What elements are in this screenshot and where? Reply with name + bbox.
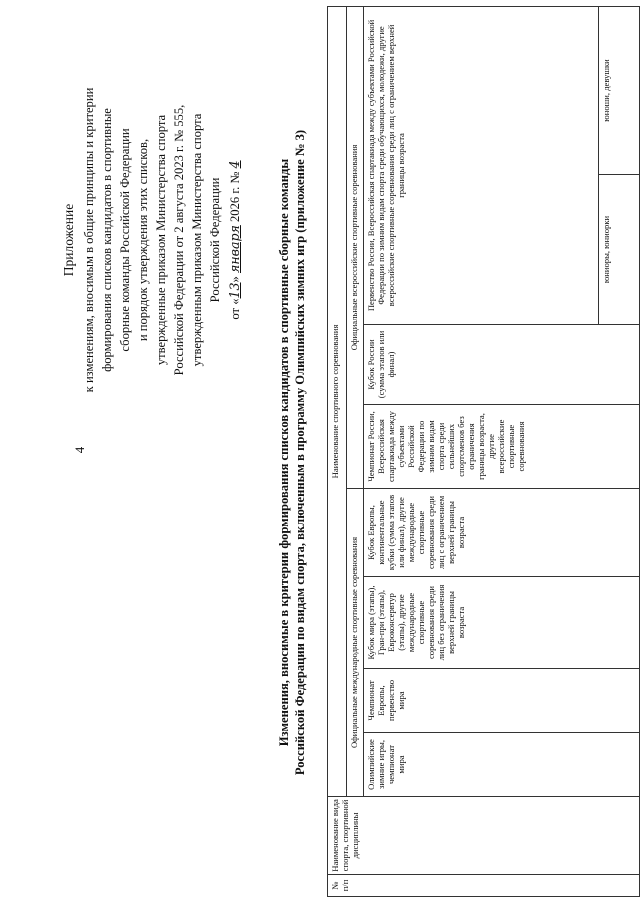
appendix-date-line: [226, 25, 244, 455]
appendix-line: Российской Федерации от 2 августа 2023 г. № 555,: [172, 104, 186, 376]
appendix-line: формирования списков кандидатов в спортивные: [100, 108, 114, 372]
title-line-1: Изменения, вносимые в критерии формирования списков кандидатов в спортивные сборные команды: [277, 158, 291, 747]
national-cell: Кубок России (сумма этапов или финал): [364, 325, 640, 405]
appendix-block: [60, 25, 244, 455]
appendix-line: утвержденным приказом Министерства спорта: [190, 113, 204, 367]
date-mid: »: [228, 276, 242, 283]
title-line-2: Российской Федерации по видам спорта, включенным в программу Олимпийских зимних игр (приложение № 3): [293, 129, 307, 776]
national-cell: Чемпионат России, Всероссийская спартакиада между субъектами Российской Федерации по зимним видам спорта среди сильнейших спортсменов без ограничения границы возраста, другие всероссийские спортивные соревнования: [364, 405, 640, 489]
page-number: 4: [72, 446, 87, 454]
order-number: 4: [227, 160, 242, 169]
youth-sub-cell: юноши, девушки: [599, 6, 640, 174]
intl-cell: Кубок Европы, континентальные кубки (сумма этапов или финал), другие международные спортивные соревнования среди лиц с ограничением верхней границы возраста: [364, 489, 640, 577]
appendix-line: сборные команды Российской Федерации: [118, 128, 132, 352]
date-day: 13: [227, 282, 242, 299]
appendix-line: Российской Федерации: [208, 177, 222, 303]
col-sport-header: Наименование вида спорта, спортивной дисциплины: [328, 797, 640, 875]
national-cell-youth: Первенство России, Всероссийская спартакиада между субъектами Российской Федерации по зимним видам спорта среди обучающихся, молодежи, другие всероссийские спортивные соревнования среди лиц с ограничением верхней границы возраста: [364, 6, 599, 324]
intl-cell: Олимпийские зимние игры, чемпионат мира: [364, 733, 640, 797]
col-competition-header: Наименование спортивного соревнования: [328, 6, 347, 796]
appendix-line: утвержденные приказом Министерства спорта: [154, 114, 168, 366]
document-title: [276, 10, 308, 895]
intl-cell: Чемпионат Европы, первенство мира: [364, 669, 640, 733]
appendix-line: к изменениям, вносимым в общие принципы и критерии: [82, 87, 96, 393]
group-international-header: Официальные международные спортивные соревнования: [347, 489, 364, 797]
date-month: января: [227, 225, 242, 274]
date-prefix: от «: [228, 298, 242, 320]
group-national-header: Официальные всероссийские спортивные соревнования: [347, 6, 364, 488]
col-number-header: № п/п: [328, 875, 640, 897]
appendix-heading: Приложение: [61, 203, 76, 277]
intl-cell: Кубок мира (этапы), Гран-при (этапы), Евроконсервтур (этапы), другие международные спортивные соревнования среди лиц без ограничения верхней границы возраста: [364, 577, 640, 669]
criteria-table: [327, 6, 640, 897]
criteria-table-wrap: [327, 7, 640, 897]
youth-sub-cell: юниоры, юниорки: [599, 175, 640, 325]
appendix-line: и порядок утверждения этих списков,: [136, 138, 150, 342]
date-year: 2026 г. №: [228, 168, 242, 226]
